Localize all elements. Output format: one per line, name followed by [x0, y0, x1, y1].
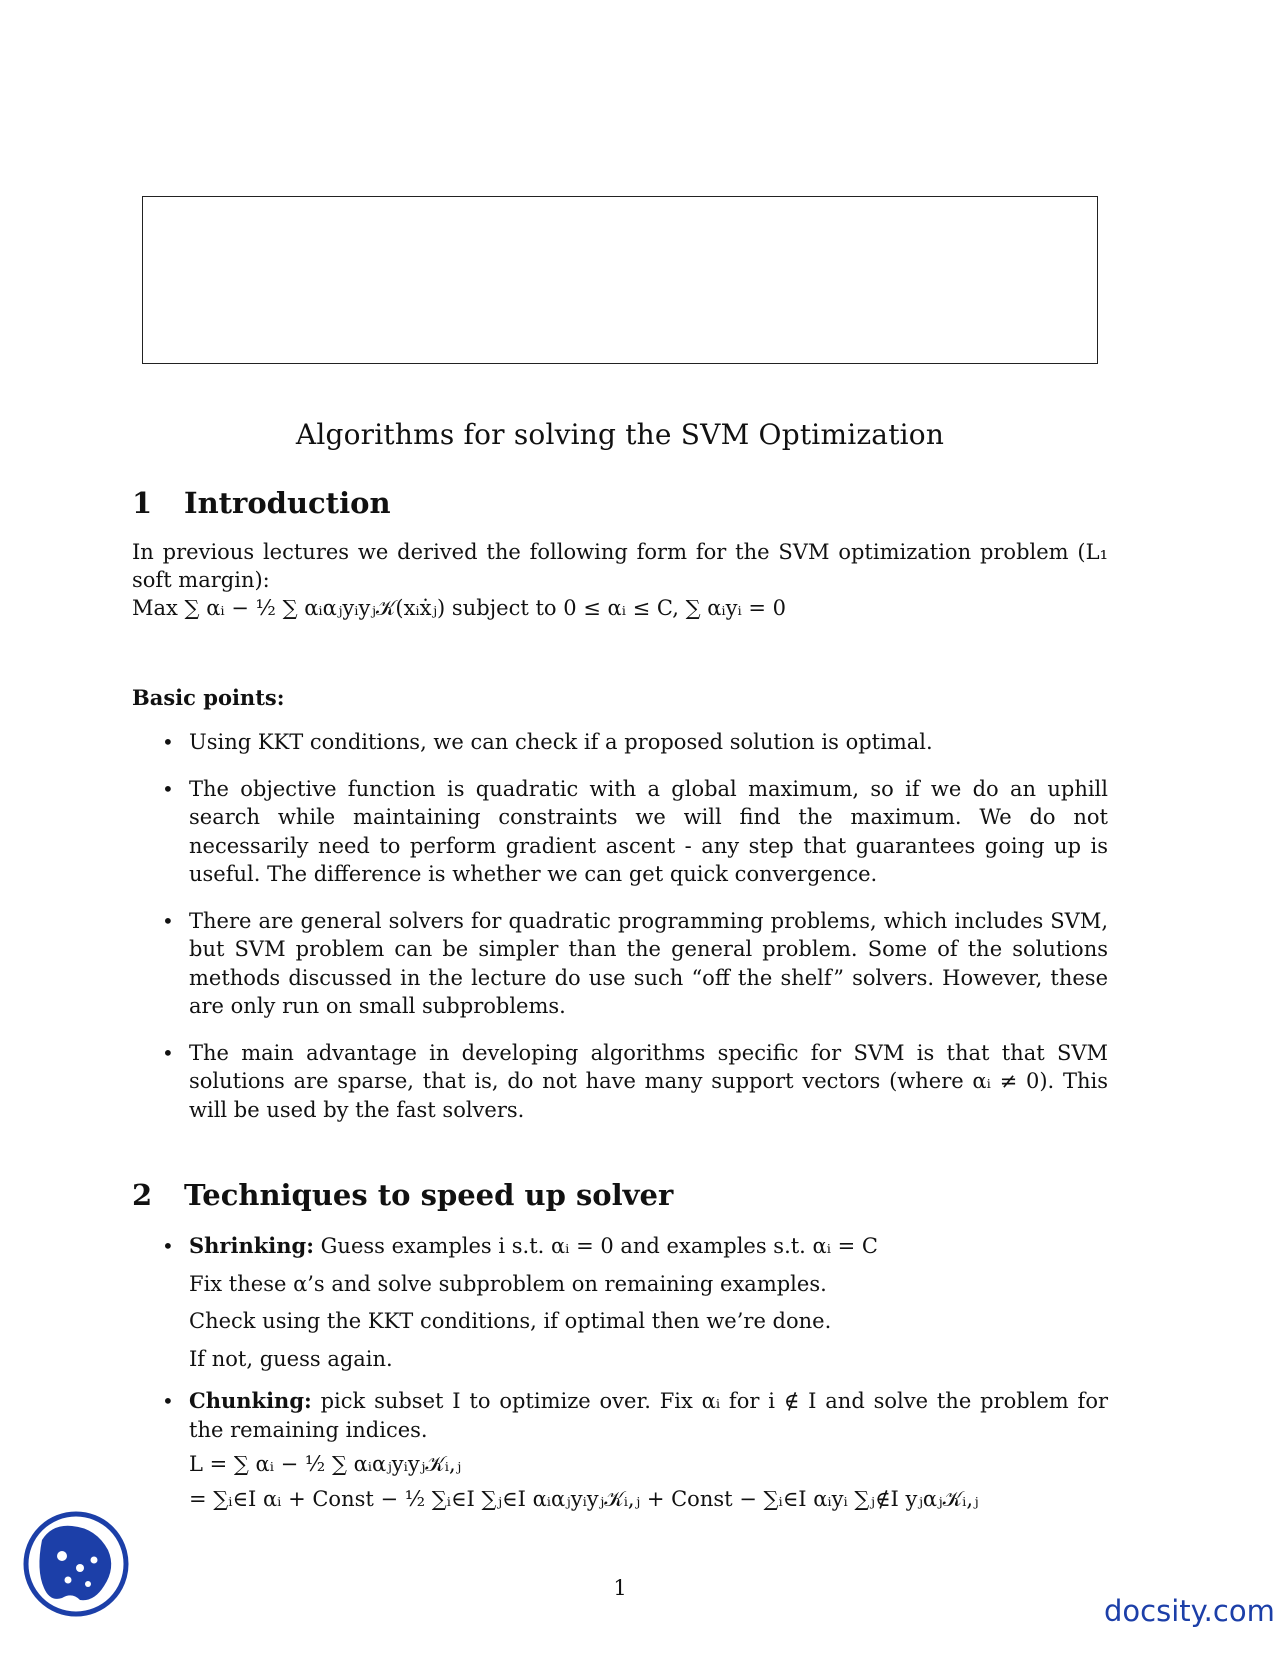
bullet-icon: • — [162, 1234, 174, 1258]
document-title: Algorithms for solving the SVM Optimization — [295, 418, 945, 451]
section-title: Introduction — [184, 486, 391, 520]
docsity-logo-icon — [22, 1510, 130, 1618]
intro-formula: Max ∑ αᵢ − ½ ∑ αᵢαⱼyᵢyⱼ𝒦(xᵢẋⱼ) subject to 0 ≤ αᵢ ≤ C, ∑ αᵢyᵢ = 0 — [132, 596, 787, 620]
basic-points-label: Basic points: — [132, 685, 285, 710]
bullet-icon: • — [162, 730, 174, 754]
list-item: • There are general solvers for quadratic programming problems, which includes SVM, but SVM problem can be simpler than the general problem. Some of the solutions methods discussed in the lecture do use such “off the shelf” solvers. However, these are only run on small subproblems. — [162, 908, 1108, 1018]
list-item: • The objective function is quadratic with a global maximum, so if we do an uphill search while maintaining constraints we will find the maximum. We do not necessarily need to perform gradient ascent - any step that guarantees going up is useful. The difference is whether we can get quick convergence. — [162, 776, 1108, 886]
section-title: Techniques to speed up solver — [184, 1178, 674, 1212]
header-frame-box — [142, 196, 1098, 364]
page-number: 1 — [613, 1576, 627, 1600]
basic-points-list — [132, 728, 1108, 1124]
intro-paragraph: In previous lectures we derived the following form for the SVM optimization problem (L₁ soft margin): — [132, 540, 1108, 592]
docsity-brand-link[interactable]: docsity.com — [1104, 1594, 1275, 1628]
bullet-icon: • — [162, 776, 174, 801]
section-number: 1 — [132, 486, 153, 520]
bullet-icon: • — [162, 908, 174, 933]
list-item-chunking: • Chunking: pick subset I to optimize over. Fix αᵢ for i ∉ I and solve the problem for the remaining indices. L = ∑ αᵢ − ½ ∑ αᵢαⱼyᵢyⱼ𝒦ᵢ,ⱼ = ∑ᵢ∈I αᵢ + Const − ½ ∑ᵢ∈I ∑ⱼ∈I αᵢαⱼyᵢyⱼ𝒦ᵢ,ⱼ + Const − ∑ᵢ∈I αᵢyᵢ ∑ⱼ∉I yⱼαⱼ𝒦ᵢ,ⱼ — [132, 1387, 1108, 1513]
section-heading-techniques — [132, 1178, 673, 1212]
bullet-icon: • — [162, 1389, 174, 1413]
chunking-equation-1: L = ∑ αᵢ − ½ ∑ αᵢαⱼyᵢyⱼ𝒦ᵢ,ⱼ — [189, 1452, 462, 1476]
list-item: • Using KKT conditions, we can check if a proposed solution is optimal. — [132, 728, 1108, 757]
section-heading-introduction — [132, 486, 391, 520]
bullet-icon: • — [162, 1040, 174, 1065]
chunking-equation-2: = ∑ᵢ∈I αᵢ + Const − ½ ∑ᵢ∈I ∑ⱼ∈I αᵢαⱼyᵢyⱼ𝒦ᵢ,ⱼ + Const − ∑ᵢ∈I αᵢyᵢ ∑ⱼ∉I yⱼαⱼ𝒦ᵢ,ⱼ — [189, 1486, 979, 1511]
section-number: 2 — [132, 1178, 153, 1212]
list-item-shrinking: • Shrinking: Guess examples i s.t. αᵢ = 0 and examples s.t. αᵢ = C Fix these α’s and solve subproblem on remaining examples. Check using the KKT conditions, if optimal then we’re done. If not, guess again. — [162, 1233, 878, 1371]
list-item: • The main advantage in developing algorithms specific for SVM is that that SVM solutions are sparse, that is, do not have many support vectors (where αᵢ ≠ 0). This will be used by the fast solvers. — [162, 1040, 1108, 1122]
techniques-list — [132, 1232, 1108, 1513]
